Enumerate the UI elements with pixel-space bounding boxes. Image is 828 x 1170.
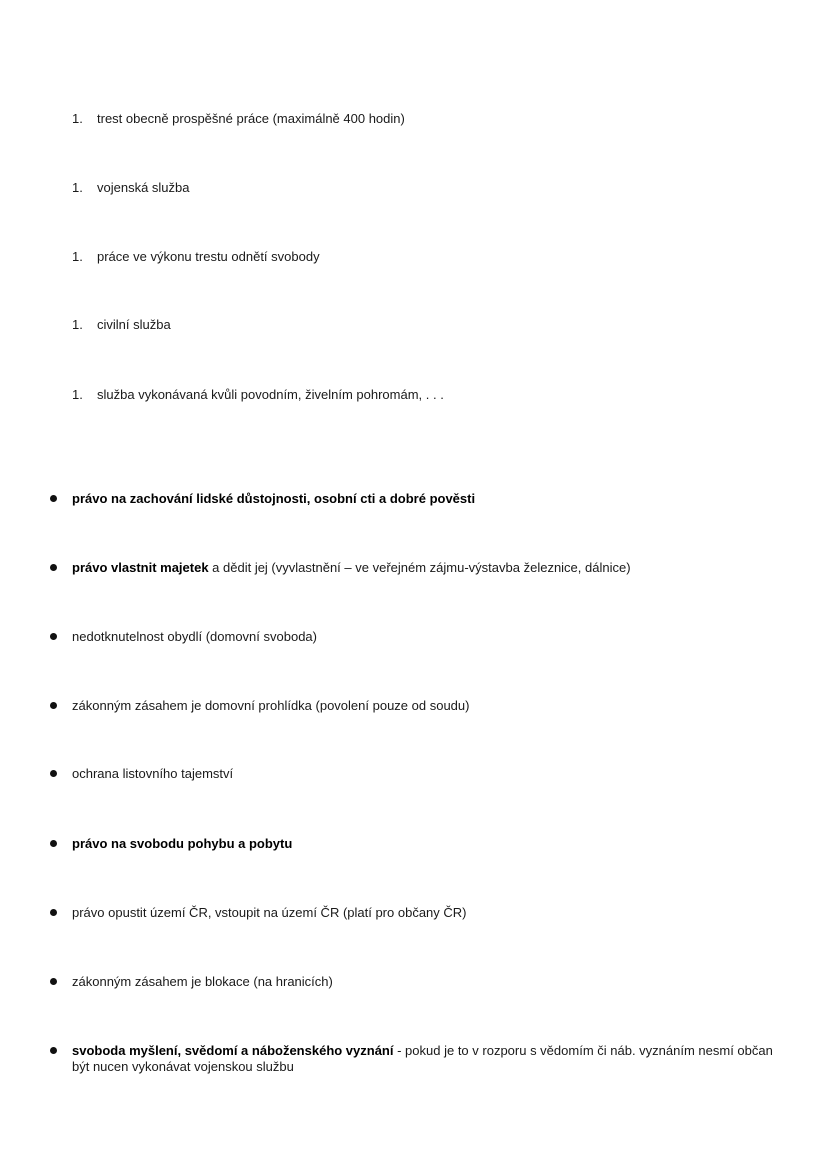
item-text: trest obecně prospěšné práce (maximálně 400 hodin) xyxy=(97,111,405,126)
bullet-content xyxy=(72,698,787,714)
bullet-dot-icon xyxy=(50,1047,57,1054)
plain-text: a dědit jej (vyvlastnění – ve veřejném zájmu-výstavba železnice, dálnice) xyxy=(208,560,631,575)
item-number: 1. xyxy=(72,249,83,264)
plain-text: ochrana listovního tajemství xyxy=(72,766,234,781)
item-number: 1. xyxy=(72,180,83,195)
item-number: 1. xyxy=(72,317,83,332)
bold-text: právo vlastnit majetek xyxy=(72,560,209,575)
item-text: vojenská služba xyxy=(97,180,190,195)
bullet-dot-icon xyxy=(50,495,57,502)
bullet-content xyxy=(72,974,787,990)
bullet-dot-icon xyxy=(50,909,57,916)
item-number: 1. xyxy=(72,111,83,126)
bullet-dot-icon xyxy=(50,633,57,640)
item-text: služba vykonávaná kvůli povodním, živelním pohromám, . . . xyxy=(97,387,444,402)
bullet-content xyxy=(72,560,787,576)
plain-text: - pokud je to v rozporu s vědomím či náb. vyznáním nesmí občan být nucen vykonávat vojenskou službu xyxy=(72,1043,773,1074)
bullet-dot-icon xyxy=(50,840,57,847)
bullet-content xyxy=(72,766,787,782)
plain-text: zákonným zásahem je domovní prohlídka (povolení pouze od soudu) xyxy=(72,698,470,713)
plain-text: právo opustit území ČR, vstoupit na území ČR (platí pro občany ČR) xyxy=(72,905,467,920)
bullet-dot-icon xyxy=(50,564,57,571)
bold-text: právo na svobodu pohybu a pobytu xyxy=(72,836,293,851)
item-text: civilní služba xyxy=(97,317,171,332)
bullet-content xyxy=(72,491,787,507)
bullet-content xyxy=(72,905,787,921)
plain-text: zákonným zásahem je blokace (na hranicích) xyxy=(72,974,333,989)
bold-text: svoboda myšlení, svědomí a náboženského vyznání xyxy=(72,1043,394,1058)
item-text: práce ve výkonu trestu odnětí svobody xyxy=(97,249,320,264)
bullet-content xyxy=(72,629,787,645)
item-number: 1. xyxy=(72,387,83,402)
plain-text: nedotknutelnost obydlí (domovní svoboda) xyxy=(72,629,317,644)
bullet-dot-icon xyxy=(50,770,57,777)
bullet-dot-icon xyxy=(50,978,57,985)
bold-text: právo na zachování lidské důstojnosti, osobní cti a dobré pověsti xyxy=(72,491,476,506)
bullet-content xyxy=(72,1043,787,1075)
bullet-content xyxy=(72,836,787,852)
bullet-dot-icon xyxy=(50,702,57,709)
